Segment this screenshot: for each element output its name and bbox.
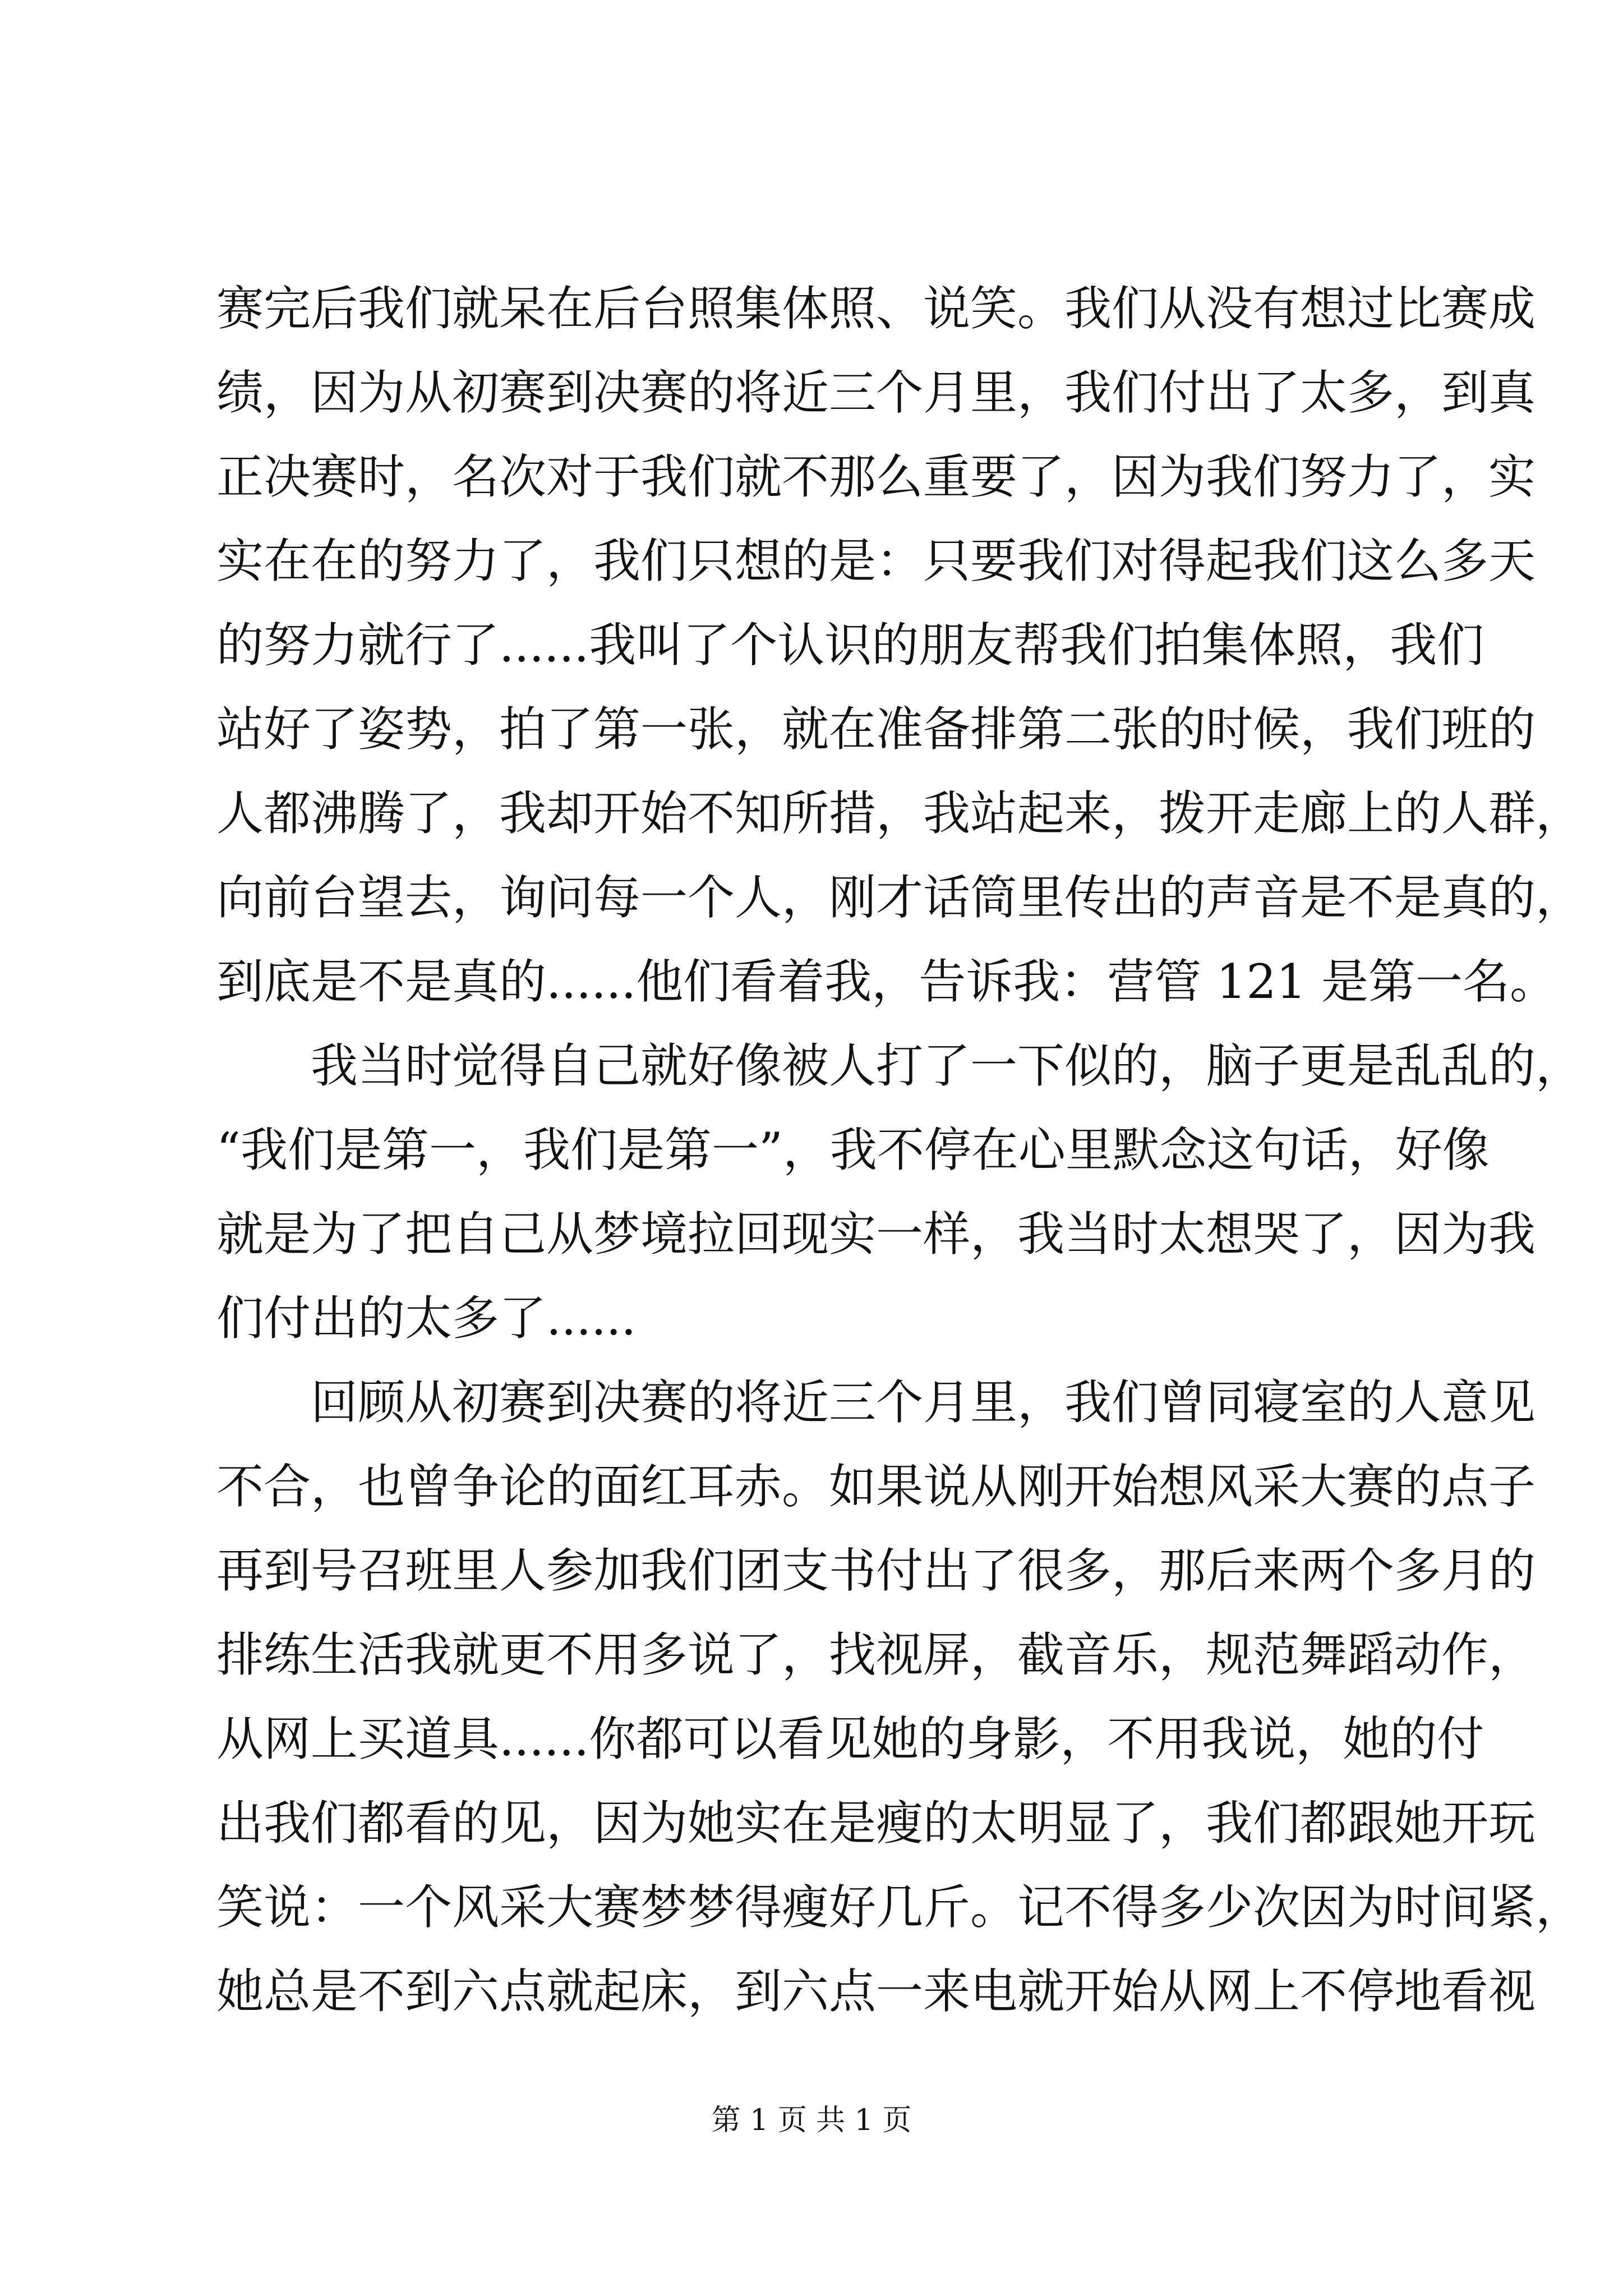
text-line: 笑说：一个风采大赛梦梦得瘦好几斤。记不得多少次因为时间紧， bbox=[216, 1880, 1583, 1935]
text-line: 正决赛时，名次对于我们就不那么重要了，因为我们努力了，实 bbox=[216, 449, 1536, 504]
text-line: 回顾从初赛到决赛的将近三个月里，我们曾同寝室的人意见 bbox=[311, 1375, 1536, 1430]
text-line: 站好了姿势，拍了第一张，就在准备排第二张的时候，我们班的 bbox=[216, 702, 1536, 757]
text-line: 就是为了把自己从梦境拉回现实一样，我当时太想哭了，因为我 bbox=[216, 1207, 1536, 1262]
text-line: 到底是不是真的......他们看着我，告诉我：营管 121 是第一名。 bbox=[216, 954, 1557, 1009]
text-line: 排练生活我就更不用多说了，找视屏，截音乐，规范舞蹈动作， bbox=[216, 1627, 1536, 1682]
text-line: 们付出的太多了...... bbox=[216, 1291, 637, 1346]
text-line: “我们是第一，我们是第一”，我不停在心里默念这句话，好像 bbox=[216, 1122, 1490, 1177]
text-line: 不合，也曾争论的面红耳赤。如果说从刚开始想风采大赛的点子 bbox=[216, 1459, 1536, 1514]
text-line: 她总是不到六点就起床，到六点一来电就开始从网上不停地看视 bbox=[216, 1964, 1536, 2019]
text-line: 绩，因为从初赛到决赛的将近三个月里，我们付出了太多，到真 bbox=[216, 365, 1536, 420]
text-line: 人都沸腾了，我却开始不知所措，我站起来，拨开走廊上的人群， bbox=[216, 786, 1583, 841]
text-line: 的努力就行了......我叫了个认识的朋友帮我们拍集体照，我们 bbox=[216, 618, 1484, 673]
text-line: 赛完后我们就呆在后台照集体照、说笑。我们从没有想过比赛成 bbox=[216, 281, 1536, 336]
text-line: 实在在的努力了，我们只想的是：只要我们对得起我们这么多天 bbox=[216, 533, 1536, 588]
text-line: 向前台望去，询问每一个人，刚才话筒里传出的声音是不是真的， bbox=[216, 870, 1583, 925]
text-line: 从网上买道具......你都可以看见她的身影，不用我说，她的付 bbox=[216, 1711, 1484, 1766]
text-line: 出我们都看的见，因为她实在是瘦的太明显了，我们都跟她开玩 bbox=[216, 1796, 1536, 1851]
text-line: 我当时觉得自己就好像被人打了一下似的，脑子更是乱乱的， bbox=[311, 1038, 1583, 1093]
page-footer: 第 1 页 共 1 页 bbox=[711, 2104, 912, 2137]
text-line: 再到号召班里人参加我们团支书付出了很多，那后来两个多月的 bbox=[216, 1543, 1536, 1598]
